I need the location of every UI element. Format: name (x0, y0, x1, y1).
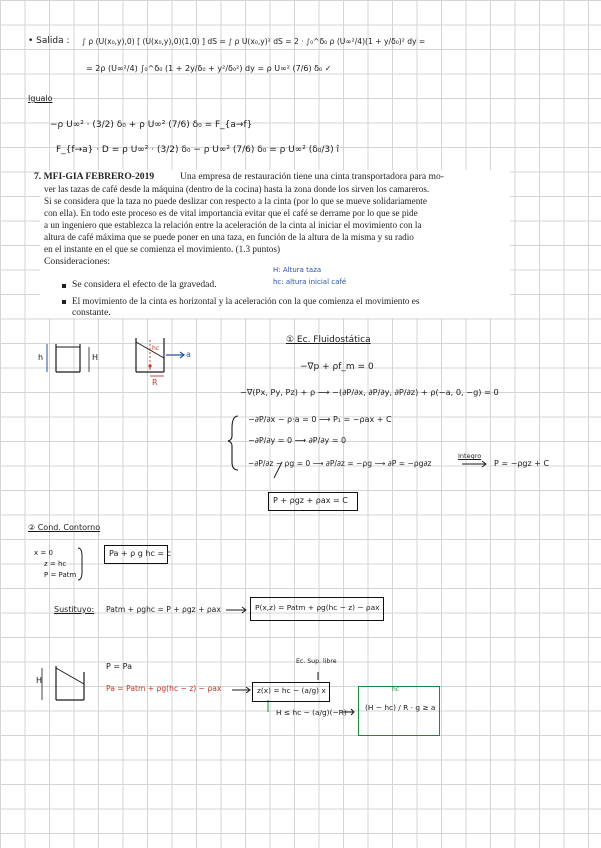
annotation-H: H: Altura taza (273, 266, 322, 274)
cancel-equation: Pa = Patm + ρg(hc − z) − ρax (106, 684, 222, 693)
section1-title: ① Ec. Fluidostática (286, 335, 371, 345)
section1-boxed-text: P + ρgz + ρax = C (273, 496, 348, 505)
section2-boxed-3 (252, 682, 330, 702)
igualo-label: Igualo (28, 94, 53, 103)
section1-sys-2: −∂P/∂y = 0 ⟶ ∂P/∂y = 0 (248, 436, 347, 445)
problem-line-7: en el instante en el que se comienza el movimiento. (1.3 puntos) (44, 244, 280, 254)
final-result-box (358, 686, 440, 736)
cup-accelerating (136, 338, 164, 376)
problem-line-6: altura de café máxima que se puede poner en una taza, en función de la altura de la misma y su radio (44, 232, 414, 242)
salida-expression: ∫ ρ (U(x₀,y),0) [ (U(x₀,y),0)(1,0) ] dS = ∫ ρ U(x₀,y)² dS = 2 · ∫₀^δ₀ ρ (U∞²/4)(1 + y/δ₀)² dy = (82, 37, 426, 46)
section2-title: ② Cond. Contorno (28, 523, 101, 532)
section1-boxed-result (268, 492, 358, 511)
cup-label-hc: hc (152, 345, 160, 352)
green-hc-label: hc (392, 686, 400, 693)
bullet-gravity: Se considera el efecto de la gravedad. (72, 279, 217, 290)
salida-expression-2: = 2ρ (U∞²/4) ∫₀^δ₀ (1 + 2y/δ₀ + y²/δ₀²) dy = ρ U∞² (7/6) δ₀ ✓ (86, 64, 332, 73)
bullet-constant: constante. (72, 307, 111, 318)
surface-label: Ec. Sup. libre (296, 658, 337, 665)
annotation-hc: hc: altura inicial café (273, 278, 347, 286)
problem-heading: 7. MFI-GIA FEBRERO-2019 (34, 171, 155, 182)
inequality-expression: H ≤ hc − (a/g)(−R) (276, 708, 347, 717)
problem-line-1: Una empresa de restauración tiene una cinta transportadora para mo- (180, 171, 444, 182)
problem-line-2: ver las tazas de café desde la máquina (dentro de la cocina) hasta la zona donde los sirven los camareros. (44, 184, 430, 194)
section1-sys-3: −∂P/∂z − ρg = 0 ⟶ ∂P/∂z = −ρg ⟶ ∂P = −ρg∂z (248, 459, 432, 468)
cup-at-rest (47, 344, 89, 372)
section2-boxed-2 (250, 597, 384, 621)
cond-x: x = 0 (34, 549, 53, 557)
section1-sys-3-result: P = −ρgz + C (494, 459, 550, 468)
free-surface-sketch (42, 666, 84, 700)
section2-boxed-1-text: Pa + ρ g hc = c (109, 549, 172, 558)
sustituyo-expression: Patm + ρghc = P + ρgz + ρax (106, 605, 221, 614)
section1-eq-a: −∇p + ρf_m = 0 (300, 362, 374, 372)
cup-label-R: R (152, 378, 158, 387)
section1-eq-b: −∇(Px, Py, Pz) + ρ ⟶ −(∂P/∂x, ∂P/∂y, ∂P/∂z) + ρ(−a, 0, −g) = 0 (240, 387, 499, 397)
acceleration-arrow (166, 352, 184, 358)
cup-label-H: H (92, 353, 99, 362)
section2-boxed-2-text: P(x,z) = Patm + ρg(hc − z) − ρax (255, 603, 380, 612)
section1-integro: Integro (458, 452, 482, 460)
cup-label-a: a (186, 350, 191, 359)
considerations-label: Consideraciones: (44, 256, 111, 267)
section2-boxed-1 (104, 545, 172, 564)
final-result-text: (H − hc) / R · g ≥ a (365, 703, 436, 712)
cup-label-h: h (38, 353, 44, 362)
problem-line-3: Si se considera que la taza no puede deslizar con respecto a la cinta (por lo que se mueve solidariamente (44, 196, 427, 206)
section2-boxed-3-text: z(x) = hc − (a/g) x (257, 686, 326, 695)
cond-p: P = Patm (44, 571, 77, 579)
p-equals-pa: P = Pa (106, 662, 132, 671)
force-equation: F_{f→a} · D = ρ U∞² · (3/2) δ₀ − ρ U∞² (7/6) δ₀ = ρ U∞² (δ₀/3) î (56, 145, 339, 155)
section1-sys-1: −∂P/∂x − ρ·a = 0 ⟶ P₁ = −ρax + C (248, 415, 392, 424)
problem-line-4: con ella). En todo este proceso es de vital importancia evitar que el café se derrame por lo que se pide (44, 208, 418, 218)
problem-line-5: a un ingeniero que establezca la relación entre la aceleración de la cinta al iniciar el movimiento con la (44, 220, 422, 230)
bullet-horizontal: El movimiento de la cinta es horizontal y la aceleración con la que comienza el movimiento es (72, 296, 420, 306)
cond-z: z = hc (44, 560, 67, 568)
sustituyo-label: Sustituyo: (54, 605, 95, 614)
conditions-brace (78, 548, 82, 580)
system-brace (228, 416, 238, 470)
momentum-equation: −ρ U∞² · (3/2) δ₀ + ρ U∞² (7/6) δ₀ = F_{a→f} (50, 120, 253, 130)
salida-label: • Salida : (28, 36, 70, 46)
height-label-H: H (36, 676, 43, 685)
